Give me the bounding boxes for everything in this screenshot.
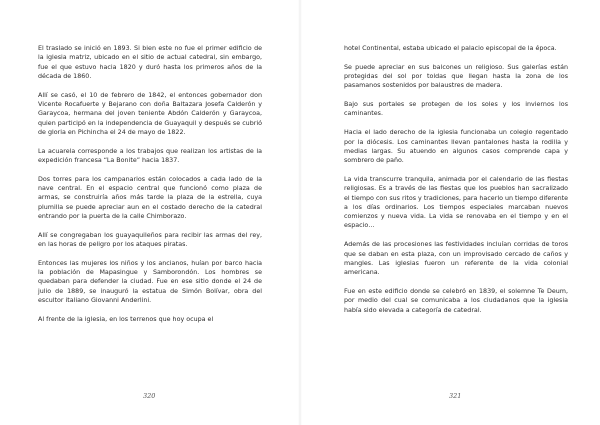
- right-paragraph-1: hotel Continental, estaba ubicado el palacio episcopal de la época.: [344, 45, 557, 52]
- right-paragraph-5: La vida transcurre tranquila, animada por el calendario de las fiestas religiosas. Es a través de las fiestas que los pueblos han sacralizado el tiempo con sus ritos y tradiciones, para hacerlo un tiempo diferente a los días ordinarios. Los tiempos especiales marcaban nuevos comienzos y nueva vida. La vida se renovaba en el tiempo y en el espacio…: [344, 175, 569, 230]
- right-paragraph-6: Además de las procesiones las festividades incluían corridas de toros que se daban en esta plaza, con un improvisado cercado de caños y mangles. Las iglesias fueron un referente de la vida colonial americana.: [344, 241, 568, 277]
- right-paragraph-4: Hacia el lado derecho de la iglesia funcionaba un colegio regentado por la diócesis. Los caminantes llevan pantalones hasta la rodilla y medias largas. Su atuendo en algunos casos comprende capa y sombrero de paño.: [344, 129, 568, 165]
- left-paragraph-2: Allí se casó, el 10 de febrero de 1842, el entonces gobernador don Vicente Rocafuerte y Bejarano con doña Baltazara Josefa Calderón y Garaycoa, hermana del joven teniente Abdón Calderón y Garaycoa, quien participó en la independencia de Guayaquil y después se cubrió de gloria en Pichincha el 24 de mayo de 1822.: [38, 91, 262, 136]
- left-text-column: [38, 44, 262, 334]
- right-page: [300, 0, 600, 425]
- left-paragraph-6: Entonces las mujeres los niños y los ancianos, huían por barco hacia la población de Mapasingue y Samborondón. Los hombres se quedaban para defender la ciudad. Fue en ese sitio donde el 24 de julio de 1889, se inauguró la estatua de Simón Bolívar, obra del escultor italiano Giovanni Anderlini.: [38, 259, 262, 305]
- right-paragraph-7: Fue en este edificio donde se celebró en 1839, el solemne Te Deum, por medio del cual se comunicaba a los ciudadanos que la iglesia había sido elevada a categoría de catedral.: [344, 287, 568, 314]
- left-paragraph-4: Dos torres para los campanarios están colocados a cada lado de la nave central. En el espacio central que funcionó como plaza de armas, se construiría años más tarde la plaza de la estrella, cuya plumilla se puede apreciar aun en el costado derecho de la catedral entrando por la puerta de la calle Chimborazo.: [38, 175, 262, 220]
- page-number-right: 321: [449, 392, 462, 400]
- page-number-left: 320: [143, 392, 156, 400]
- right-paragraph-3: Bajo sus portales se protegen de los soles y los inviernos los caminantes.: [344, 101, 568, 118]
- right-paragraph-2: Se puede apreciar en sus balcones un religioso. Sus galerías están protegidas del sol por toldas que llegan hasta la zona de los pasamanos sostenidos por balaustres de madera.: [344, 63, 568, 90]
- left-paragraph-5: Allí se congregaban los guayaquileños para recibir las armas del rey, en las horas de peligro por los ataques piratas.: [38, 231, 262, 249]
- left-paragraph-1: El traslado se inició en 1893. Si bien este no fue el primer edificio de la iglesia matriz, ubicado en el sitio de actual catedral, sin embargo, fue el que estuvo hacia 1820 y duró hasta los primeros años de la década de 1860.: [38, 45, 262, 80]
- left-paragraph-7: Al frente de la iglesia, en los terrenos que hoy ocupa el: [38, 315, 214, 323]
- right-text-column: [344, 44, 568, 324]
- left-paragraph-3: La acuarela corresponde a los trabajos que realizan los artistas de la expedición francesa “La Bonite” hacia 1837.: [38, 147, 262, 164]
